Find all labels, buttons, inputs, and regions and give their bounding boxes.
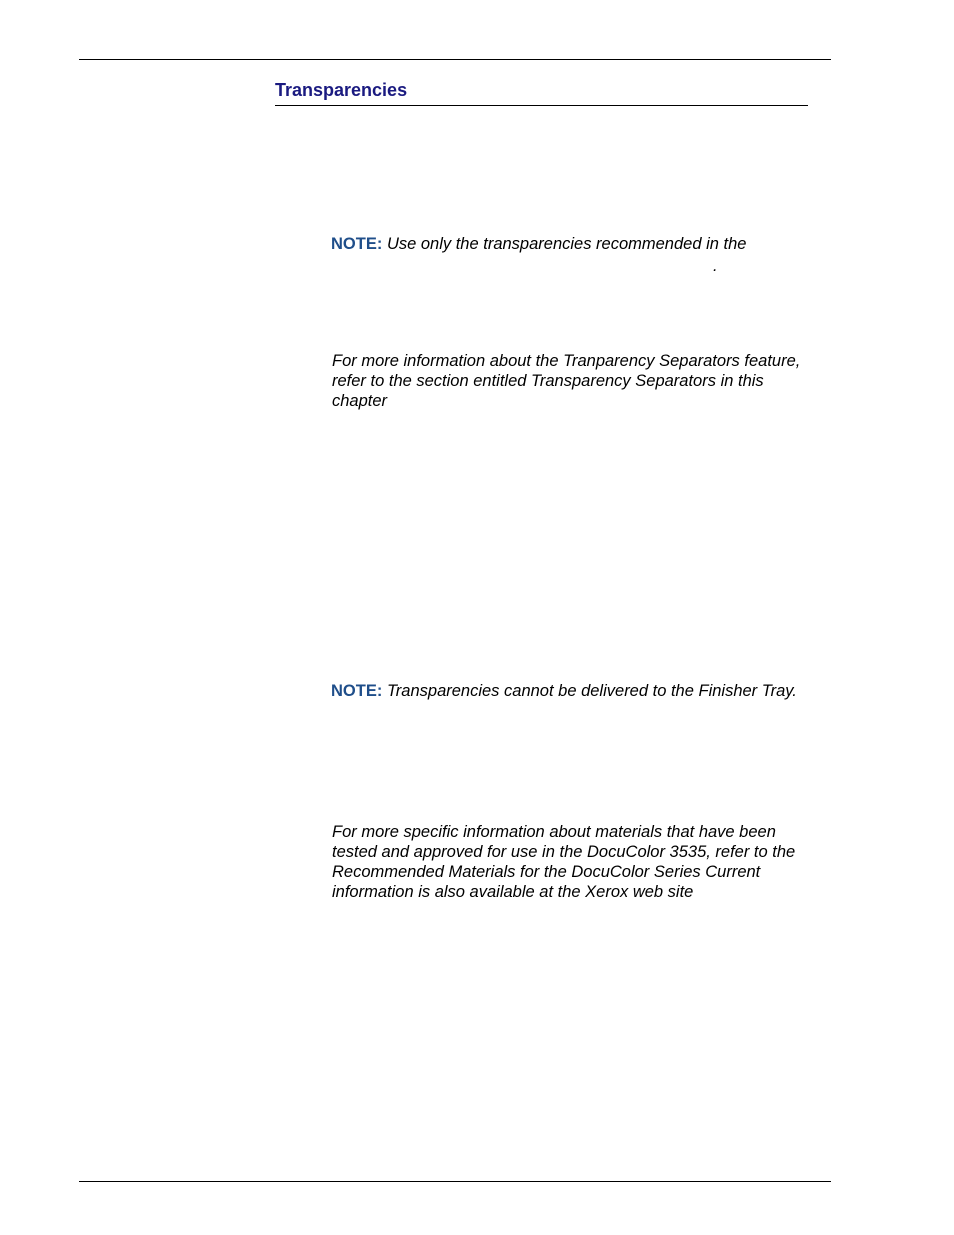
note-label: NOTE: bbox=[331, 235, 383, 253]
bottom-rule bbox=[79, 1181, 831, 1182]
paragraph-line: For more information about the Tranparency Separators feature, bbox=[332, 352, 801, 370]
paragraph-line: information is also available at the Xerox web site bbox=[332, 883, 694, 901]
note-text: Use only the transparencies recommended in the bbox=[386, 235, 747, 253]
paragraph-line: tested and approved for use in the DocuColor 3535, refer to the bbox=[332, 843, 796, 861]
top-rule bbox=[79, 59, 831, 60]
heading-underline bbox=[275, 105, 808, 106]
paragraph-line: Recommended Materials for the DocuColor Series Current bbox=[332, 863, 761, 881]
section-heading: Transparencies bbox=[275, 80, 408, 100]
materials-info-paragraph bbox=[332, 822, 832, 902]
note-transparencies-recommended bbox=[331, 234, 746, 254]
note-text: Transparencies cannot be delivered to the Finisher Tray. bbox=[386, 682, 797, 700]
paragraph-line: For more specific information about materials that have been bbox=[332, 823, 776, 841]
note-trailing-period: . bbox=[713, 257, 718, 275]
paragraph-line: refer to the section entitled Transparency Separators in this bbox=[332, 372, 764, 390]
note-finisher-tray bbox=[331, 681, 797, 701]
separators-info-paragraph bbox=[332, 351, 832, 411]
note-label: NOTE: bbox=[331, 682, 383, 700]
paragraph-line: chapter bbox=[332, 392, 388, 410]
